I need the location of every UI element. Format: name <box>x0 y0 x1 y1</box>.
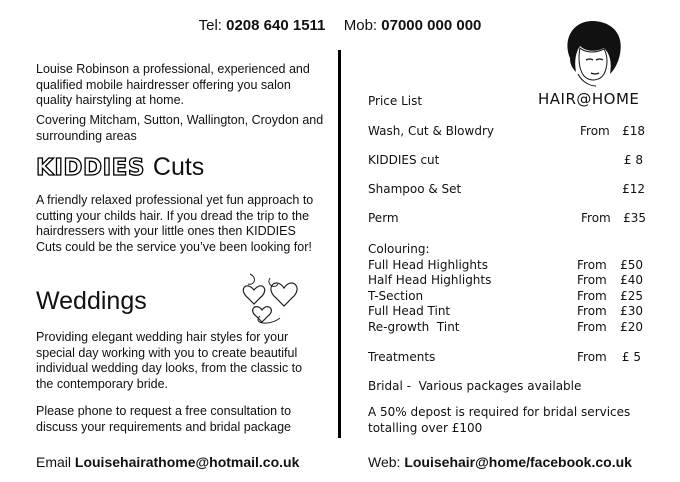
tel-label: Tel: <box>198 17 222 34</box>
weddings-title: Weddings <box>36 287 147 315</box>
coverage-text: Covering Mitcham, Sutton, Wallington, Croydon and surrounding areas <box>36 113 324 143</box>
colouring-title: Colouring: <box>368 242 430 256</box>
item-name: Shampoo & Set <box>368 182 462 196</box>
item-from: From <box>577 273 607 287</box>
email-label: Email <box>36 454 72 470</box>
bridal-text: Bridal - Various packages available <box>368 379 582 393</box>
tel-number[interactable]: 0208 640 1511 <box>226 17 326 34</box>
item-name: Re-growth Tint <box>368 320 460 334</box>
deposit-text: A 50% depost is required for bridal services totalling over £100 <box>368 405 631 435</box>
item-price: £40 <box>620 273 643 287</box>
intro-text: Louise Robinson a professional, experienced and qualified mobile hairdresser offering you salon quality hairstyling at home. <box>36 62 310 107</box>
logo-text: HAIR@HOME <box>538 90 640 108</box>
item-name: Treatments <box>368 350 436 364</box>
woman-hair-icon <box>560 18 626 88</box>
item-name: Full Head Tint <box>368 304 451 318</box>
kiddies-text: A friendly relaxed professional yet fun approach to cutting your childs hair. If you dread the trip to the hairdressers with your little ones then KIDDIES Cuts could be the service you’ve been looking for! <box>36 193 314 254</box>
price-row <box>368 350 658 366</box>
item-price: £35 <box>623 211 646 225</box>
web-footer <box>368 454 632 470</box>
kiddies-cuts-word: Cuts <box>152 153 205 181</box>
email-address[interactable]: Louisehairathome@hotmail.co.uk <box>74 454 300 470</box>
price-row <box>368 304 658 320</box>
consultation-text: Please phone to request a free consultation to discuss your requirements and bridal package <box>36 404 292 434</box>
item-name: T-Section <box>368 289 424 303</box>
item-price: £30 <box>620 304 643 318</box>
item-price: £20 <box>620 320 643 334</box>
price-list-title: Price List <box>368 94 423 108</box>
mob-label: Mob: <box>343 17 378 34</box>
price-row <box>368 320 658 336</box>
item-price: £12 <box>622 182 645 196</box>
price-row <box>368 153 658 169</box>
web-address[interactable]: Louisehair@home/facebook.co.uk <box>404 454 632 470</box>
price-row <box>368 258 658 274</box>
item-price: £25 <box>620 289 643 303</box>
item-from: From <box>577 289 607 303</box>
web-label: Web: <box>368 454 401 470</box>
price-row <box>368 124 658 140</box>
item-from: From <box>577 320 607 334</box>
item-name: Perm <box>368 211 399 225</box>
item-from: From <box>577 304 607 318</box>
price-row <box>368 289 658 305</box>
item-from: From <box>577 350 607 364</box>
price-row <box>368 211 658 227</box>
item-price: £ 5 <box>621 350 641 364</box>
item-name: Full Head Highlights <box>368 258 488 272</box>
mob-number[interactable]: 07000 000 000 <box>381 17 482 34</box>
price-row <box>368 182 658 198</box>
item-name: Wash, Cut & Blowdry <box>368 124 494 138</box>
kiddies-brand: KIDDIES <box>36 155 145 181</box>
item-from: From <box>580 124 610 138</box>
item-from: From <box>581 211 611 225</box>
item-price: £ 8 <box>623 153 643 167</box>
item-name: KIDDIES cut <box>368 153 440 167</box>
column-divider <box>338 50 341 438</box>
hearts-icon <box>240 270 308 328</box>
email-footer <box>36 454 299 470</box>
price-row <box>368 273 658 289</box>
item-price: £50 <box>620 258 643 272</box>
weddings-text: Providing elegant wedding hair styles for your special day working with you to create beautiful individual wedding day looks, from the classic to the contemporary bride. <box>36 330 303 391</box>
item-name: Half Head Highlights <box>368 273 492 287</box>
item-from: From <box>577 258 607 272</box>
kiddies-heading <box>36 153 204 182</box>
item-price: £18 <box>622 124 645 138</box>
